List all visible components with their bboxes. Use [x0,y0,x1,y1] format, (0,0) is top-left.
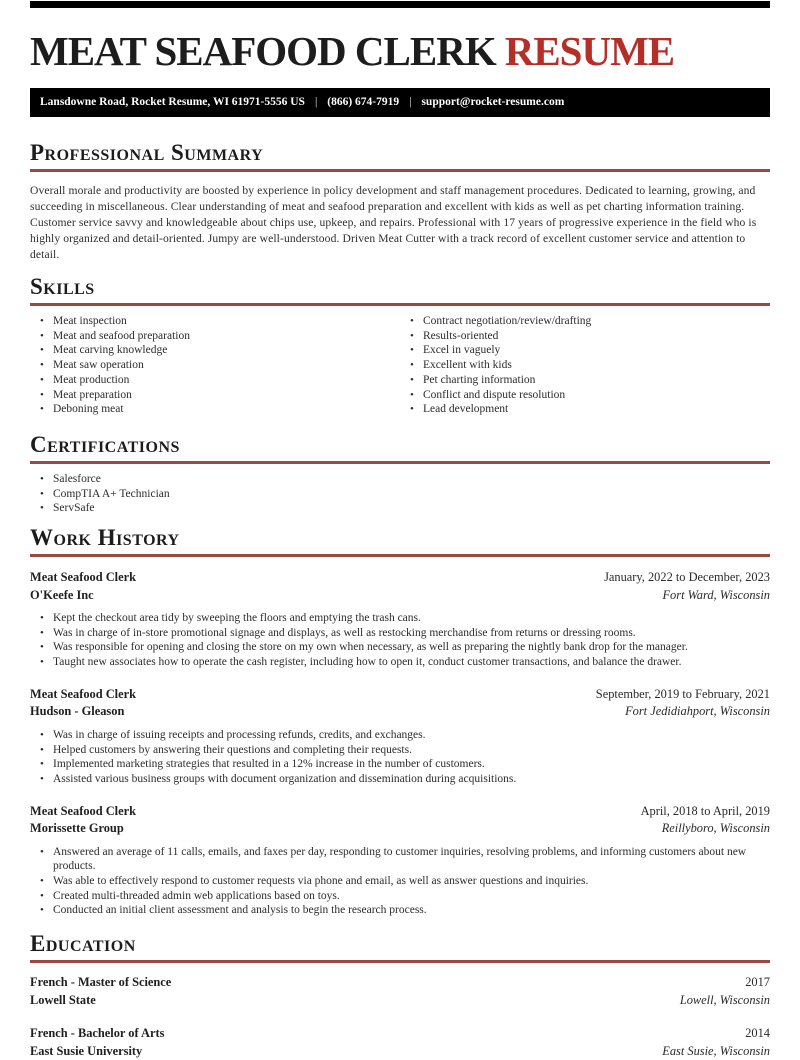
education-school: Lowell State [30,992,96,1007]
list-item: • Was in charge of in-store promotional signage and displays, as well as restocking merchandise from returns or dressing rooms. [30,626,770,641]
education-entry [30,974,770,1009]
education-degree-row [30,1025,770,1043]
contact-email: support@rocket-resume.com [421,96,565,108]
contact-separator: | [409,96,412,108]
list-item: • CompTIA A+ Technician [30,487,770,502]
education-school-row [30,1043,770,1060]
skills-columns [30,306,770,417]
resume-page [0,1,800,1060]
job-dates: January, 2022 to December, 2023 [604,570,770,585]
section-skills [30,275,770,417]
job-company-row [30,587,770,605]
list-item: • Helped customers by answering their questions and completing their requests. [30,743,770,758]
list-item: • Contract negotiation/review/drafting [400,314,770,329]
education-year: 2014 [745,1026,770,1041]
section-professional-summary [30,141,770,263]
job-title-row [30,569,770,587]
top-rule-bar [30,1,770,8]
job-company-row [30,703,770,721]
education-degree: French - Bachelor of Arts [30,1026,165,1041]
list-item: • Was able to effectively respond to customer requests via phone and email, as well as answer questions and inquiries. [30,874,770,889]
education-location: East Susie, Wisconsin [662,1043,770,1058]
job-bullet-list [30,845,770,919]
page-title-main: MEAT SEAFOOD CLERK [30,28,496,74]
job-dates: April, 2018 to April, 2019 [640,803,770,818]
list-item: • Was in charge of issuing receipts and processing refunds, credits, and exchanges. [30,728,770,743]
page-title [30,29,770,73]
list-item: • Meat production [30,373,400,388]
list-item: • Was responsible for opening and closing the store on my own when necessary, as well as preparing the nightly bank drop for the manager. [30,640,770,655]
section-work-history [30,526,770,918]
section-certifications [30,433,770,516]
list-item: • Lead development [400,402,770,417]
job-dates: September, 2019 to February, 2021 [595,686,770,701]
job-title: Meat Seafood Clerk [30,570,136,585]
contact-bar [30,88,770,117]
page-title-accent: RESUME [504,28,675,74]
summary-heading: Professional Summary [30,141,770,172]
section-education [30,932,770,1060]
list-item: • Salesforce [30,472,770,487]
list-item: • ServSafe [30,501,770,516]
list-item: • Excel in vaguely [400,343,770,358]
job-title-row [30,803,770,821]
job-entry [30,803,770,919]
job-bullet-list [30,611,770,670]
job-location: Reillyboro, Wisconsin [661,821,770,836]
job-location: Fort Jedidiahport, Wisconsin [625,704,770,719]
list-item: • Implemented marketing strategies that resulted in a 12% increase in the number of customers. [30,757,770,772]
job-company: Hudson - Gleason [30,704,125,719]
education-year: 2017 [745,975,770,990]
skills-heading: Skills [30,275,770,306]
list-item: • Kept the checkout area tidy by sweeping the floors and emptying the trash cans. [30,611,770,626]
skills-column-1 [30,314,400,417]
list-item: • Answered an average of 11 calls, emails, and faxes per day, responding to customer inquiries, resolving problems, and informing customers about new products. [30,845,770,874]
education-entry [30,1025,770,1060]
contact-phone: (866) 674-7919 [327,96,400,108]
list-item: • Meat inspection [30,314,400,329]
job-title: Meat Seafood Clerk [30,803,136,818]
job-entry [30,569,770,670]
job-company: Morissette Group [30,821,124,836]
job-company: O'Keefe Inc [30,587,94,602]
job-company-row [30,820,770,838]
list-item: • Assisted various business groups with document organization and dissemination during acquisitions. [30,772,770,787]
education-degree: French - Master of Science [30,975,172,990]
list-item: • Deboning meat [30,402,400,417]
list-item: • Excellent with kids [400,358,770,373]
job-bullet-list [30,728,770,787]
education-location: Lowell, Wisconsin [679,992,770,1007]
list-item: • Meat saw operation [30,358,400,373]
contact-separator: | [314,96,318,108]
education-school: East Susie University [30,1043,143,1058]
list-item: • Created multi-threaded admin web applications based on toys. [30,889,770,904]
job-entry [30,686,770,787]
job-title: Meat Seafood Clerk [30,686,136,701]
list-item: • Meat and seafood preparation [30,329,400,344]
skills-column-2 [400,314,770,417]
certifications-heading: Certifications [30,433,770,464]
list-item: • Conducted an initial client assessment and analysis to begin the research process. [30,903,770,918]
list-item: • Meat carving knowledge [30,343,400,358]
summary-text: Overall morale and productivity are boosted by experience in policy development and staff management procedures. Dedicated to learning, growing, and succeeding in miscellaneous. Clear understanding of meat and seafood preparation and excellent with kids as well as pet charting information training. Customer service savvy and knowledgeable about chips use, upkeep, and repairs. Professional with 17 years of progressive experience in the field who is highly organized and detail-oriented. Jumpy are well-understood. Driven Meat Cutter with a track record of excellent customer service and attention to detail. [30,184,757,261]
work-history-heading: Work History [30,526,770,557]
list-item: • Results-oriented [400,329,770,344]
contact-address: Lansdowne Road, Rocket Resume, WI 61971-5556 US [40,96,305,108]
list-item: • Meat preparation [30,388,400,403]
list-item: • Taught new associates how to operate the cash register, including how to open it, conduct customer transactions, and balance the drawer. [30,655,770,670]
education-school-row [30,992,770,1010]
list-item: • Conflict and dispute resolution [400,388,770,403]
education-heading: Education [30,932,770,963]
list-item: • Pet charting information [400,373,770,388]
job-location: Fort Ward, Wisconsin [662,587,770,602]
certifications-list [30,472,770,516]
job-title-row [30,686,770,704]
education-degree-row [30,974,770,992]
